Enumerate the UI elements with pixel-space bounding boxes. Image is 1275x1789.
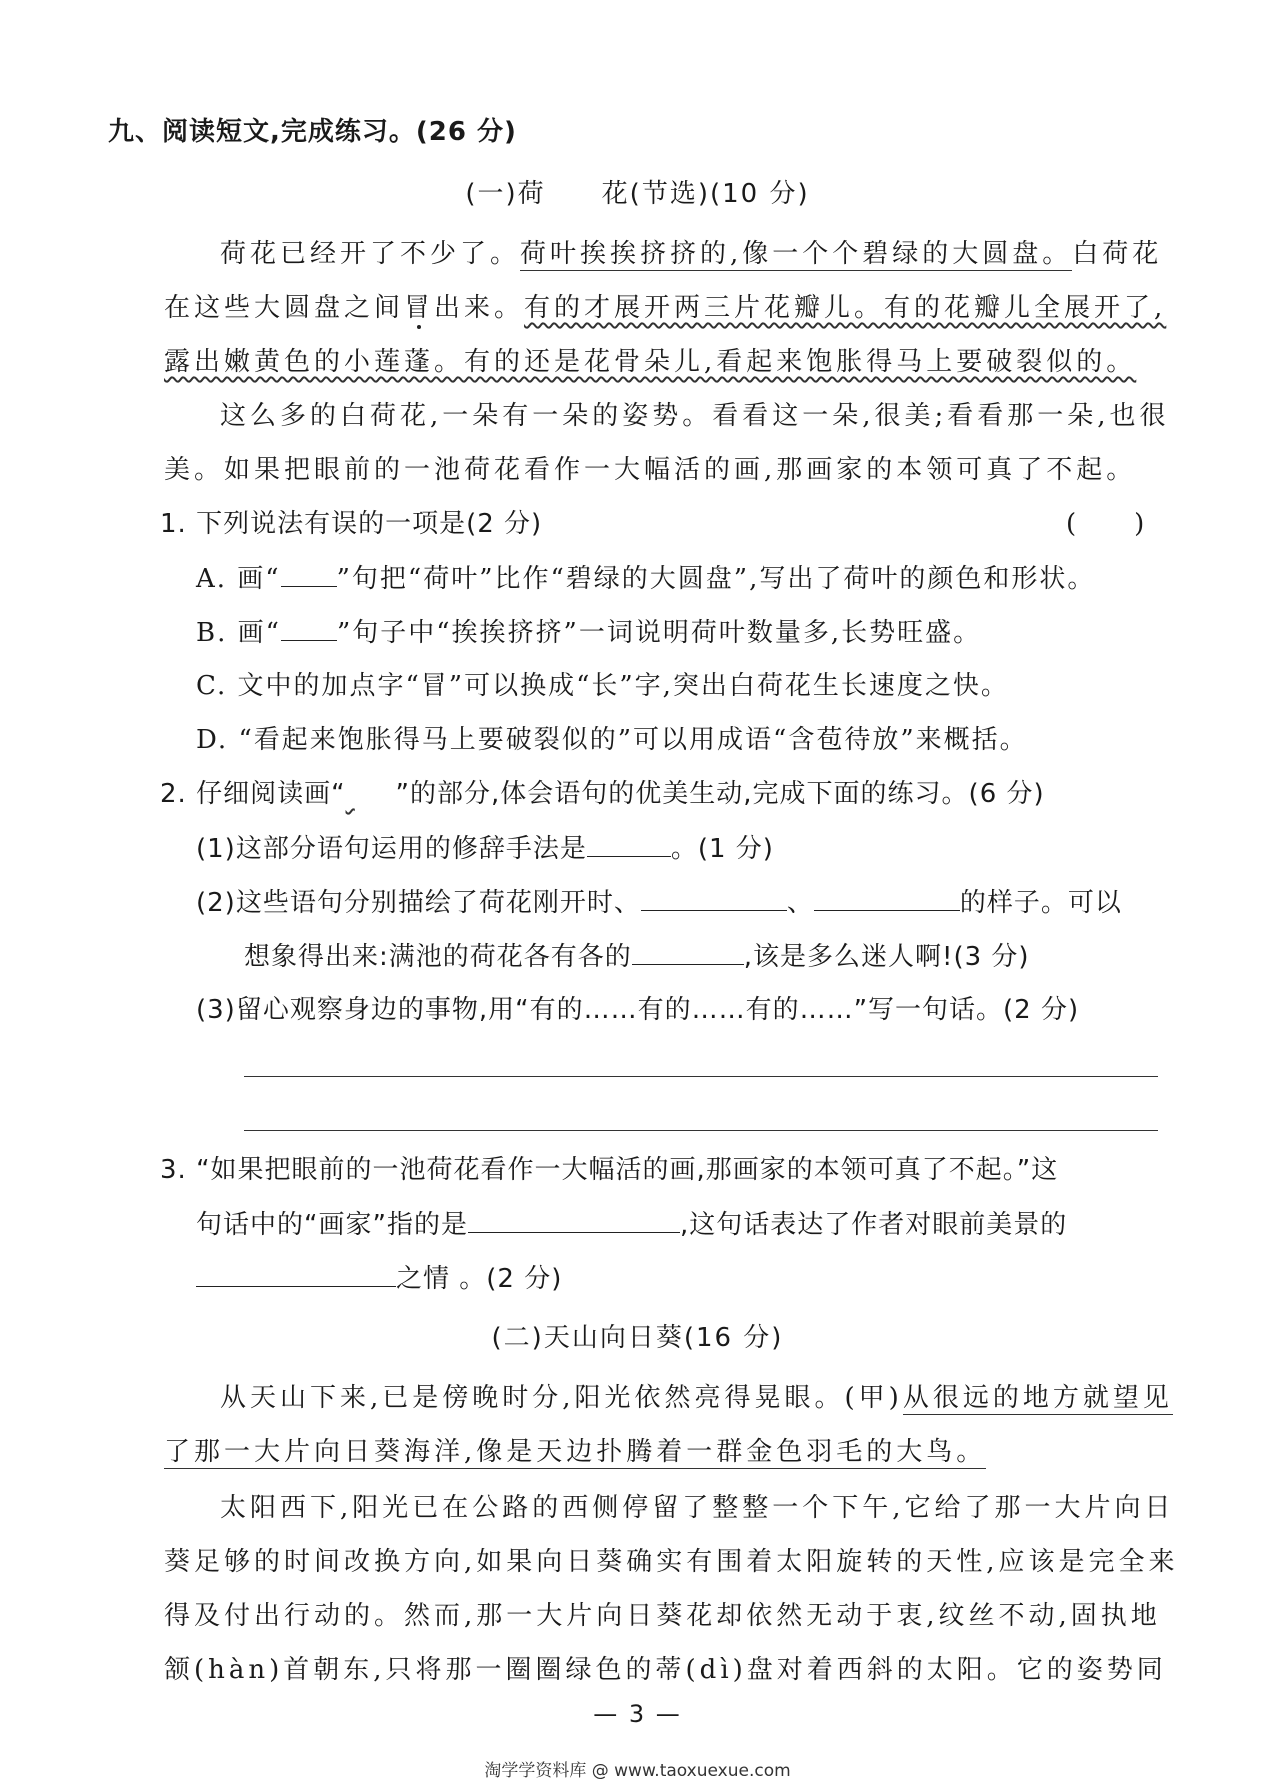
question1-option-d: D. “看起来饱胀得马上要破裂似的”可以用成语“含苞待放”来概括。 — [196, 725, 1028, 755]
wavy-underlined-sentence: 有的才展开两三片花瓣儿。有的花瓣儿全展开了, — [524, 293, 1167, 323]
answer-blank-state1[interactable] — [641, 884, 787, 911]
passage2-p1-line2 — [164, 1434, 986, 1470]
question2-sub3: (3)留心观察身边的事物,用“有的……有的……有的……”写一句话。(2 分) — [196, 995, 1080, 1025]
question3-line2: 句话中的“画家”指的是 ,这句话表达了作者对眼前美景的 — [196, 1206, 1067, 1243]
writing-line-2[interactable] — [244, 1130, 1158, 1131]
dotted-character: 冒 — [404, 293, 435, 323]
question2-sub2-line1: (2)这些语句分别描绘了荷花刚开时、 、 的样子。可以 — [196, 884, 1122, 921]
passage2-p2-line3: 得及付出行动的。然而,那一大片向日葵花却依然无动于衷,纹丝不动,固执地 — [164, 1601, 1161, 1631]
straight-underlined-sentence: 荷叶挨挨挤挤的,像一个个碧绿的大圆盘。 — [520, 239, 1073, 269]
passage1-p1-line1: 荷花已经开了不少了。荷叶挨挨挤挤的,像一个个碧绿的大圆盘。白荷花 — [220, 239, 1163, 269]
question2-sub2-line2: 想象得出来:满池的荷花各有各的 ,该是多么迷人啊!(3 分) — [244, 938, 1030, 975]
passage2-title: (二)天山向日葵(16 分) — [491, 1323, 784, 1353]
passage1-p1-line2: 在这些大圆盘之间冒出来。有的才展开两三片花瓣儿。有的花瓣儿全展开了, — [164, 293, 1167, 323]
question3-line3: 之情 。(2 分) — [196, 1260, 562, 1297]
passage1-p1-line3 — [164, 344, 1136, 380]
question3-line1: 3. “如果把眼前的一池荷花看作一大幅活的画,那画家的本领可真了不起。”这 — [160, 1155, 1059, 1185]
wavy-line-sample — [346, 776, 396, 812]
section-heading: 九、阅读短文,完成练习。(26 分) — [108, 117, 517, 147]
answer-blank-feeling[interactable] — [196, 1260, 396, 1287]
question1-option-b: B. 画“ ”句子中“挨挨挤挤”一词说明荷叶数量多,长势旺盛。 — [196, 614, 981, 651]
question1-answer-paren[interactable]: ( ) — [1066, 509, 1147, 539]
answer-blank-variety[interactable] — [632, 938, 744, 965]
page-number: — 3 — — [593, 1700, 682, 1728]
answer-blank-painter[interactable] — [468, 1206, 680, 1233]
passage1-title: (一)荷 花(节选)(10 分) — [465, 179, 810, 209]
question2-sub1: (1)这部分语句运用的修辞手法是 。(1 分) — [196, 830, 774, 867]
passage2-p2-line2: 葵足够的时间改换方向,如果向日葵确实有围着太阳旋转的天性,应该是完全来 — [164, 1547, 1179, 1577]
passage2-p1-line1: 从天山下来,已是傍晚时分,阳光依然亮得晃眼。(甲)从很远的地方就望见 — [220, 1383, 1173, 1413]
straight-line-sample — [281, 614, 337, 641]
underlined-sentence-jia: 了那一大片向日葵海洋,像是天边扑腾着一群金色羽毛的大鸟。 — [164, 1437, 987, 1467]
watermark: 淘学学资料库 @ www.taoxuexue.com — [484, 1761, 791, 1781]
wavy-underlined-sentence: 露出嫩黄色的小莲蓬。有的还是花骨朵儿,看起来饱胀得马上要破裂似的。 — [164, 347, 1137, 377]
passage2-p2-line4: 颔(hàn)首朝东,只将那一圈圈绿色的蒂(dì)盘对着西斜的太阳。它的姿势同 — [164, 1655, 1167, 1685]
underlined-sentence-jia: 从很远的地方就望见 — [902, 1383, 1173, 1413]
writing-line-1[interactable] — [244, 1076, 1158, 1077]
question1-stem: 1. 下列说法有误的一项是(2 分) — [160, 509, 543, 539]
question1-option-c: C. 文中的加点字“冒”可以换成“长”字,突出白荷花生长速度之快。 — [196, 671, 1009, 701]
passage2-p2-line1: 太阳西下,阳光已在公路的西侧停留了整整一个下午,它给了那一大片向日 — [220, 1493, 1175, 1523]
passage1-p2-line1: 这么多的白荷花,一朵有一朵的姿势。看看这一朵,很美;看看那一朵,也很 — [220, 401, 1170, 431]
passage1-p2-line2: 美。如果把眼前的一池荷花看作一大幅活的画,那画家的本领可真了不起。 — [164, 455, 1137, 485]
answer-blank-state2[interactable] — [814, 884, 960, 911]
question1-option-a: A. 画“ ”句把“荷叶”比作“碧绿的大圆盘”,写出了荷叶的颜色和形状。 — [196, 560, 1095, 597]
answer-blank-rhetoric[interactable] — [587, 830, 671, 857]
straight-line-sample — [281, 560, 337, 587]
question2-stem: 2. 仔细阅读画“ ”的部分,体会语句的优美生动,完成下面的练习。(6 分) — [160, 776, 1045, 812]
